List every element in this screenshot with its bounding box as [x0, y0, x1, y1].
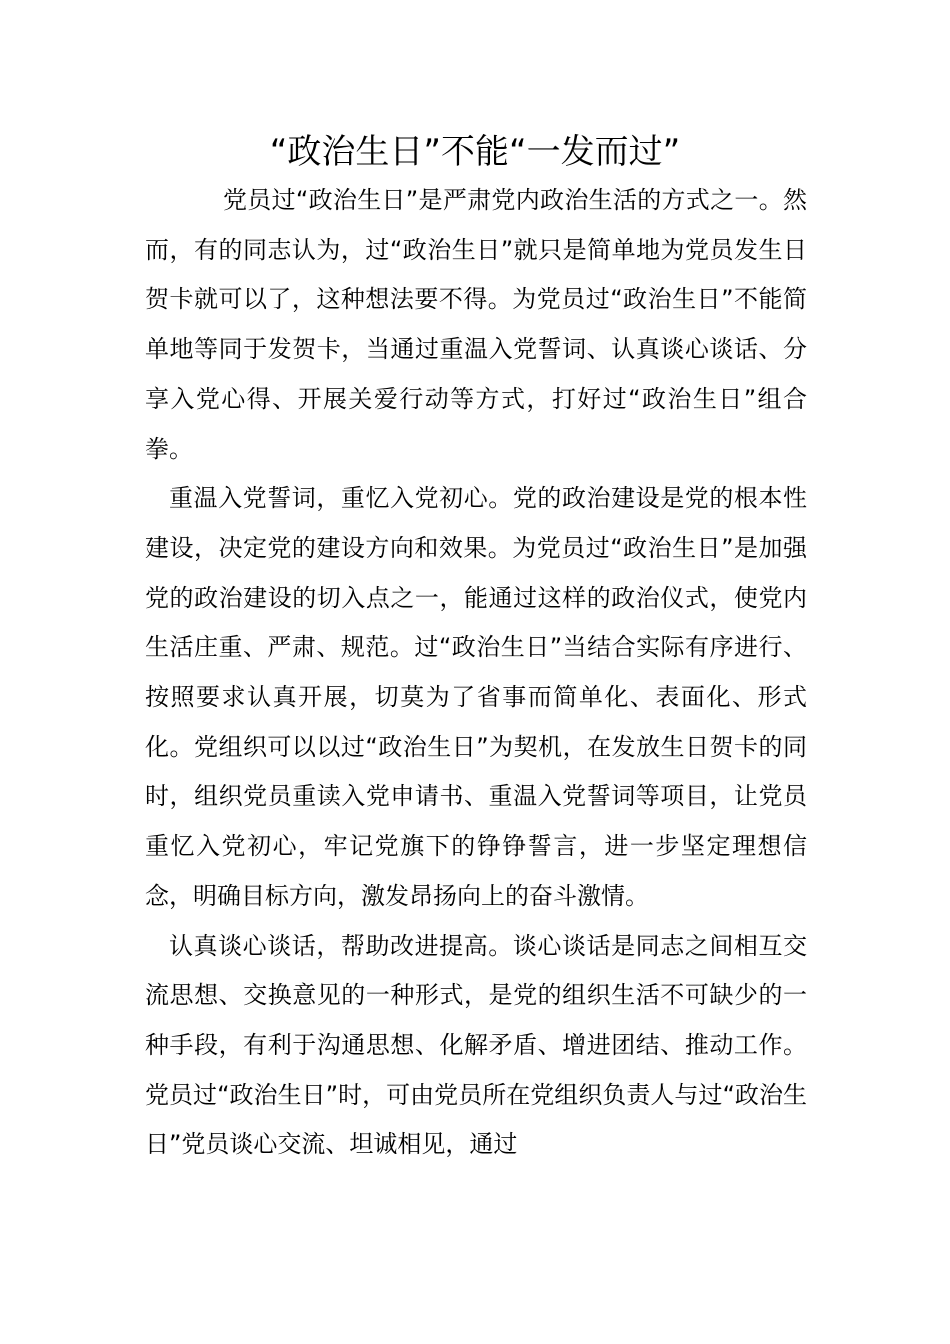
paragraph-talk: 认真谈心谈话，帮助改进提高。谈心谈话是同志之间相互交流思想、交换意见的一种形式，是党的组织生活不可缺少的一种手段，有利于沟通思想、化解矛盾、增进团结、推动工作。党员过“政治生日”时，可由党员所在党组织负责人与过“政治生日”党员谈心交流、坦诚相见，通过 — [145, 931, 807, 1159]
document-body — [145, 176, 807, 1170]
paragraph-oath: 重温入党誓词，重忆入党初心。党的政治建设是党的根本性建设，决定党的建设方向和效果。为党员过“政治生日”是加强党的政治建设的切入点之一，能通过这样的政治仪式，使党内生活庄重、严肃、规范。过“政治生日”当结合实际有序进行、按照要求认真开展，切莫为了省事而简单化、表面化、形式化。党组织可以以过“政治生日”为契机，在发放生日贺卡的同时，组织党员重读入党申请书、重温入党誓词等项目，让党员重忆入党初心，牢记党旗下的铮铮誓言，进一步坚定理想信念，明确目标方向，激发昂扬向上的奋斗激情。 — [145, 484, 807, 910]
document-title: “政治生日”不能“一发而过” — [269, 132, 681, 172]
paragraph-intro: 党员过“政治生日”是严肃党内政治生活的方式之一。然而，有的同志认为，过“政治生日”就只是简单地为党员发生日贺卡就可以了，这种想法要不得。为党员过“政治生日”不能简单地等同于发贺卡，当通过重温入党誓词、认真谈心谈话、分享入党心得、开展关爱行动等方式，打好过“政治生日”组合拳。 — [145, 186, 807, 463]
